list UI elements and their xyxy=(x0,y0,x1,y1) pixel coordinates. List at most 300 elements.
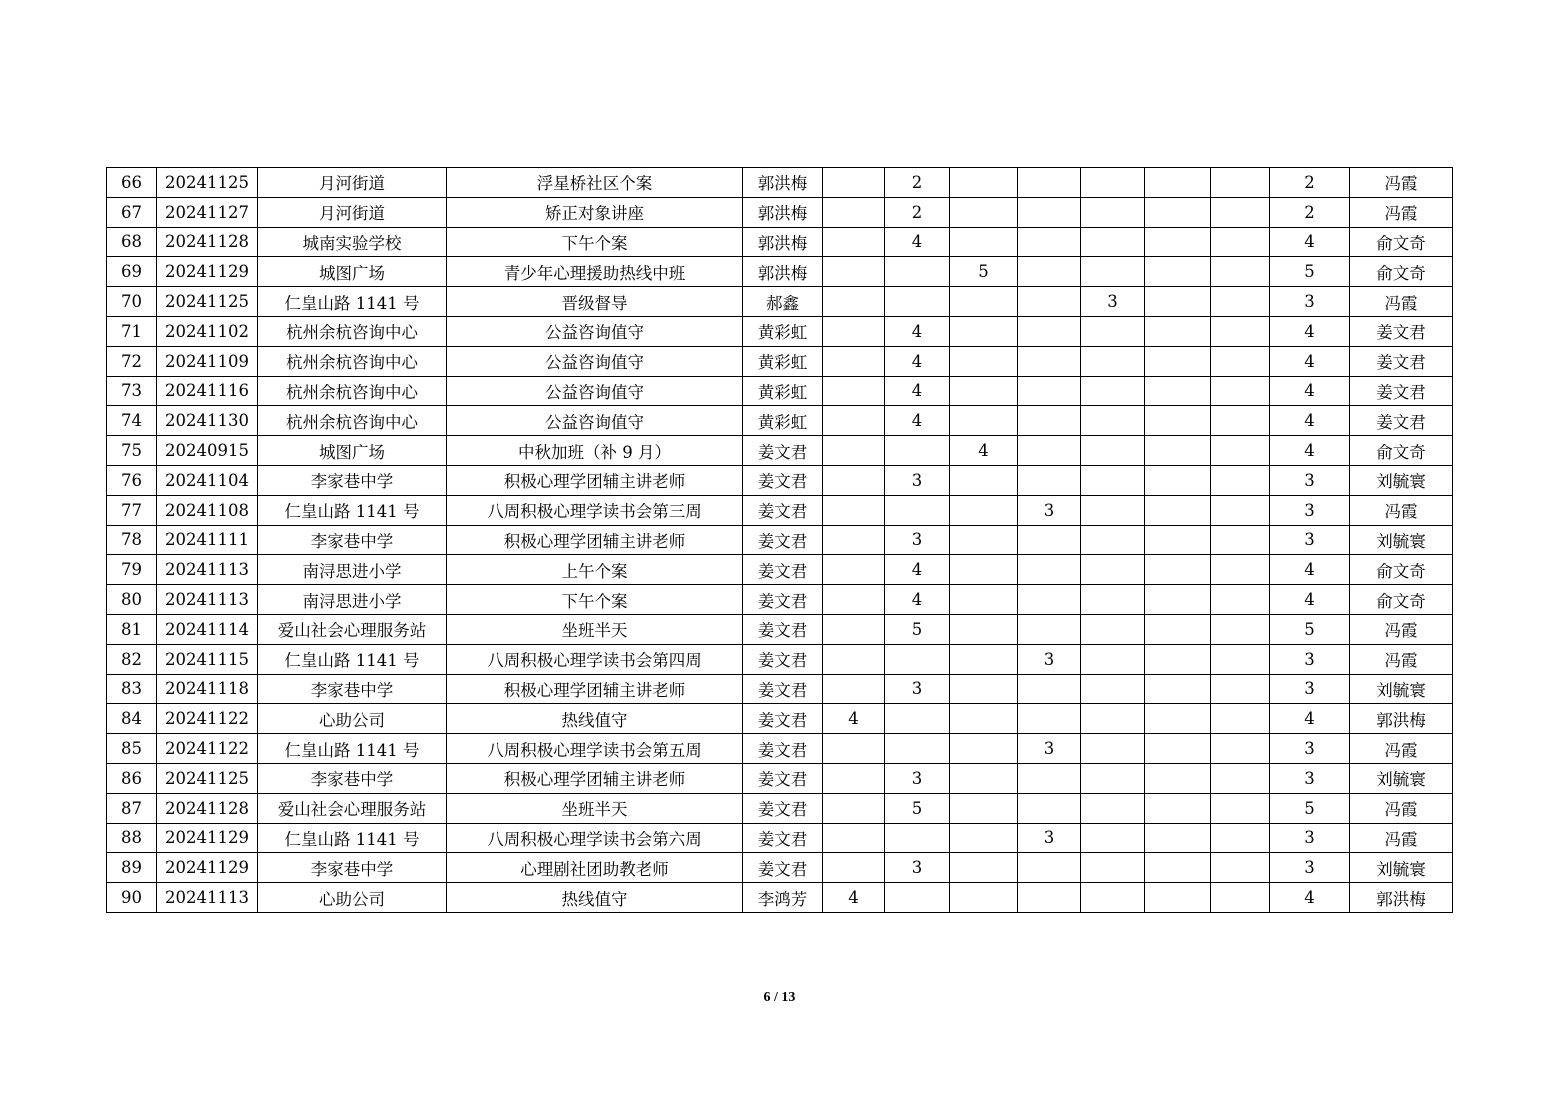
cell-person: 黄彩虹 xyxy=(743,316,823,346)
cell-row-number: 71 xyxy=(107,316,157,346)
cell-hours-col-4 xyxy=(1018,316,1081,346)
cell-verifier: 郭洪梅 xyxy=(1350,883,1453,913)
cell-hours-col-6 xyxy=(1145,644,1211,674)
cell-hours-col-7 xyxy=(1211,555,1270,585)
cell-hours-col-6 xyxy=(1145,465,1211,495)
cell-hours-col-6 xyxy=(1145,287,1211,317)
cell-verifier: 冯霞 xyxy=(1350,287,1453,317)
cell-hours-col-4 xyxy=(1018,525,1081,555)
cell-date: 20240915 xyxy=(157,436,258,466)
cell-person: 郝鑫 xyxy=(743,287,823,317)
cell-hours-col-4 xyxy=(1018,406,1081,436)
cell-hours-col-5 xyxy=(1081,197,1145,227)
cell-row-number: 88 xyxy=(107,823,157,853)
cell-hours-col-1 xyxy=(823,763,885,793)
cell-location: 爱山社会心理服务站 xyxy=(258,793,447,823)
cell-hours-col-4 xyxy=(1018,763,1081,793)
cell-hours-col-3 xyxy=(950,614,1018,644)
cell-location: 爱山社会心理服务站 xyxy=(258,614,447,644)
cell-hours-col-2: 3 xyxy=(885,763,950,793)
cell-verifier: 姜文君 xyxy=(1350,316,1453,346)
cell-hours-col-2 xyxy=(885,495,950,525)
table-row xyxy=(107,495,1453,525)
cell-hours-col-1 xyxy=(823,644,885,674)
cell-verifier: 冯霞 xyxy=(1350,168,1453,198)
cell-person: 姜文君 xyxy=(743,495,823,525)
cell-location: 月河街道 xyxy=(258,197,447,227)
table-row xyxy=(107,614,1453,644)
cell-hours-col-1 xyxy=(823,376,885,406)
cell-hours-col-4 xyxy=(1018,853,1081,883)
cell-hours-col-4 xyxy=(1018,287,1081,317)
cell-hours-col-3 xyxy=(950,644,1018,674)
cell-row-number: 78 xyxy=(107,525,157,555)
cell-hours-col-4 xyxy=(1018,465,1081,495)
cell-hours-col-1 xyxy=(823,853,885,883)
cell-hours-col-4 xyxy=(1018,346,1081,376)
cell-hours-col-5 xyxy=(1081,257,1145,287)
cell-location: 杭州余杭咨询中心 xyxy=(258,316,447,346)
cell-person: 黄彩虹 xyxy=(743,376,823,406)
cell-total-hours: 2 xyxy=(1270,197,1350,227)
table-row xyxy=(107,734,1453,764)
cell-row-number: 70 xyxy=(107,287,157,317)
cell-hours-col-7 xyxy=(1211,614,1270,644)
table-row xyxy=(107,525,1453,555)
cell-hours-col-5 xyxy=(1081,525,1145,555)
cell-hours-col-2: 5 xyxy=(885,614,950,644)
cell-date: 20241108 xyxy=(157,495,258,525)
cell-hours-col-4 xyxy=(1018,168,1081,198)
cell-hours-col-5 xyxy=(1081,704,1145,734)
cell-location: 杭州余杭咨询中心 xyxy=(258,376,447,406)
cell-hours-col-6 xyxy=(1145,316,1211,346)
cell-verifier: 郭洪梅 xyxy=(1350,704,1453,734)
cell-hours-col-3 xyxy=(950,197,1018,227)
cell-activity: 公益咨询值守 xyxy=(447,406,743,436)
cell-activity: 八周积极心理学读书会第六周 xyxy=(447,823,743,853)
cell-hours-col-7 xyxy=(1211,644,1270,674)
cell-hours-col-5 xyxy=(1081,168,1145,198)
cell-hours-col-7 xyxy=(1211,823,1270,853)
table-row xyxy=(107,883,1453,913)
cell-hours-col-6 xyxy=(1145,227,1211,257)
cell-total-hours: 3 xyxy=(1270,763,1350,793)
cell-date: 20241129 xyxy=(157,823,258,853)
cell-hours-col-3 xyxy=(950,734,1018,764)
cell-person: 姜文君 xyxy=(743,614,823,644)
cell-activity: 八周积极心理学读书会第四周 xyxy=(447,644,743,674)
cell-person: 黄彩虹 xyxy=(743,346,823,376)
cell-hours-col-1 xyxy=(823,436,885,466)
cell-hours-col-5: 3 xyxy=(1081,287,1145,317)
cell-hours-col-1 xyxy=(823,346,885,376)
cell-hours-col-2: 4 xyxy=(885,316,950,346)
cell-hours-col-6 xyxy=(1145,346,1211,376)
cell-activity: 八周积极心理学读书会第五周 xyxy=(447,734,743,764)
cell-hours-col-2: 4 xyxy=(885,376,950,406)
cell-date: 20241122 xyxy=(157,704,258,734)
cell-hours-col-3 xyxy=(950,674,1018,704)
cell-hours-col-5 xyxy=(1081,674,1145,704)
cell-person: 姜文君 xyxy=(743,555,823,585)
cell-row-number: 80 xyxy=(107,585,157,615)
cell-hours-col-1 xyxy=(823,227,885,257)
cell-person: 郭洪梅 xyxy=(743,227,823,257)
cell-verifier: 冯霞 xyxy=(1350,734,1453,764)
cell-person: 姜文君 xyxy=(743,853,823,883)
cell-total-hours: 5 xyxy=(1270,793,1350,823)
cell-activity: 公益咨询值守 xyxy=(447,346,743,376)
table-row xyxy=(107,168,1453,198)
cell-hours-col-3 xyxy=(950,346,1018,376)
cell-location: 李家巷中学 xyxy=(258,853,447,883)
cell-verifier: 俞文奇 xyxy=(1350,555,1453,585)
cell-row-number: 68 xyxy=(107,227,157,257)
table-row xyxy=(107,227,1453,257)
cell-hours-col-1 xyxy=(823,674,885,704)
table-row xyxy=(107,823,1453,853)
cell-total-hours: 3 xyxy=(1270,287,1350,317)
cell-hours-col-6 xyxy=(1145,168,1211,198)
cell-location: 心助公司 xyxy=(258,883,447,913)
cell-hours-col-1 xyxy=(823,734,885,764)
cell-hours-col-3 xyxy=(950,883,1018,913)
cell-activity: 积极心理学团辅主讲老师 xyxy=(447,763,743,793)
table-row xyxy=(107,763,1453,793)
cell-row-number: 86 xyxy=(107,763,157,793)
cell-date: 20241125 xyxy=(157,763,258,793)
cell-hours-col-6 xyxy=(1145,793,1211,823)
cell-activity: 公益咨询值守 xyxy=(447,376,743,406)
cell-verifier: 俞文奇 xyxy=(1350,436,1453,466)
cell-date: 20241114 xyxy=(157,614,258,644)
cell-hours-col-2 xyxy=(885,704,950,734)
cell-hours-col-3 xyxy=(950,853,1018,883)
cell-hours-col-6 xyxy=(1145,763,1211,793)
cell-hours-col-5 xyxy=(1081,585,1145,615)
cell-verifier: 姜文君 xyxy=(1350,406,1453,436)
cell-hours-col-3 xyxy=(950,704,1018,734)
table-row xyxy=(107,555,1453,585)
cell-total-hours: 3 xyxy=(1270,853,1350,883)
cell-date: 20241111 xyxy=(157,525,258,555)
cell-activity: 积极心理学团辅主讲老师 xyxy=(447,465,743,495)
cell-person: 郭洪梅 xyxy=(743,168,823,198)
cell-row-number: 76 xyxy=(107,465,157,495)
cell-hours-col-4 xyxy=(1018,704,1081,734)
cell-hours-col-2: 4 xyxy=(885,555,950,585)
cell-row-number: 89 xyxy=(107,853,157,883)
cell-location: 杭州余杭咨询中心 xyxy=(258,346,447,376)
cell-hours-col-4: 3 xyxy=(1018,495,1081,525)
cell-verifier: 刘毓寰 xyxy=(1350,674,1453,704)
cell-hours-col-3 xyxy=(950,525,1018,555)
cell-hours-col-3 xyxy=(950,465,1018,495)
cell-date: 20241116 xyxy=(157,376,258,406)
cell-hours-col-5 xyxy=(1081,465,1145,495)
cell-activity: 积极心理学团辅主讲老师 xyxy=(447,674,743,704)
cell-date: 20241104 xyxy=(157,465,258,495)
cell-date: 20241113 xyxy=(157,585,258,615)
cell-verifier: 刘毓寰 xyxy=(1350,763,1453,793)
cell-hours-col-6 xyxy=(1145,614,1211,644)
cell-row-number: 81 xyxy=(107,614,157,644)
cell-row-number: 72 xyxy=(107,346,157,376)
cell-hours-col-3 xyxy=(950,376,1018,406)
cell-date: 20241118 xyxy=(157,674,258,704)
cell-hours-col-3: 4 xyxy=(950,436,1018,466)
cell-hours-col-3 xyxy=(950,406,1018,436)
cell-location: 李家巷中学 xyxy=(258,674,447,704)
cell-hours-col-3 xyxy=(950,585,1018,615)
cell-hours-col-1: 4 xyxy=(823,883,885,913)
table-row xyxy=(107,257,1453,287)
cell-hours-col-5 xyxy=(1081,644,1145,674)
cell-person: 姜文君 xyxy=(743,525,823,555)
cell-activity: 矫正对象讲座 xyxy=(447,197,743,227)
cell-hours-col-2: 4 xyxy=(885,406,950,436)
cell-verifier: 冯霞 xyxy=(1350,823,1453,853)
cell-activity: 晋级督导 xyxy=(447,287,743,317)
cell-hours-col-4 xyxy=(1018,197,1081,227)
cell-hours-col-1 xyxy=(823,257,885,287)
cell-hours-col-7 xyxy=(1211,316,1270,346)
cell-person: 姜文君 xyxy=(743,793,823,823)
cell-hours-col-7 xyxy=(1211,793,1270,823)
cell-hours-col-2: 3 xyxy=(885,525,950,555)
cell-hours-col-7 xyxy=(1211,168,1270,198)
cell-location: 月河街道 xyxy=(258,168,447,198)
cell-hours-col-6 xyxy=(1145,674,1211,704)
cell-hours-col-7 xyxy=(1211,883,1270,913)
cell-hours-col-7 xyxy=(1211,853,1270,883)
cell-total-hours: 4 xyxy=(1270,436,1350,466)
cell-location: 仁皇山路 1141 号 xyxy=(258,734,447,764)
cell-hours-col-3 xyxy=(950,793,1018,823)
cell-hours-col-4 xyxy=(1018,674,1081,704)
table-row xyxy=(107,406,1453,436)
table-row xyxy=(107,436,1453,466)
cell-hours-col-4 xyxy=(1018,585,1081,615)
cell-hours-col-5 xyxy=(1081,555,1145,585)
cell-hours-col-4 xyxy=(1018,614,1081,644)
cell-hours-col-2: 4 xyxy=(885,585,950,615)
cell-date: 20241113 xyxy=(157,555,258,585)
cell-date: 20241113 xyxy=(157,883,258,913)
cell-hours-col-3 xyxy=(950,168,1018,198)
cell-activity: 青少年心理援助热线中班 xyxy=(447,257,743,287)
cell-total-hours: 4 xyxy=(1270,883,1350,913)
cell-hours-col-5 xyxy=(1081,883,1145,913)
cell-hours-col-7 xyxy=(1211,585,1270,615)
cell-hours-col-6 xyxy=(1145,525,1211,555)
cell-hours-col-2: 4 xyxy=(885,227,950,257)
cell-verifier: 冯霞 xyxy=(1350,644,1453,674)
cell-hours-col-6 xyxy=(1145,704,1211,734)
cell-hours-col-2: 3 xyxy=(885,465,950,495)
cell-person: 李鸿芳 xyxy=(743,883,823,913)
cell-hours-col-7 xyxy=(1211,465,1270,495)
cell-hours-col-5 xyxy=(1081,614,1145,644)
cell-location: 李家巷中学 xyxy=(258,465,447,495)
cell-hours-col-5 xyxy=(1081,495,1145,525)
cell-total-hours: 5 xyxy=(1270,614,1350,644)
cell-hours-col-3 xyxy=(950,763,1018,793)
cell-hours-col-4 xyxy=(1018,376,1081,406)
table-row xyxy=(107,316,1453,346)
cell-row-number: 69 xyxy=(107,257,157,287)
cell-hours-col-2: 4 xyxy=(885,346,950,376)
cell-total-hours: 3 xyxy=(1270,495,1350,525)
cell-person: 姜文君 xyxy=(743,704,823,734)
cell-hours-col-1 xyxy=(823,525,885,555)
cell-hours-col-2: 2 xyxy=(885,168,950,198)
cell-date: 20241130 xyxy=(157,406,258,436)
cell-hours-col-7 xyxy=(1211,674,1270,704)
cell-hours-col-6 xyxy=(1145,734,1211,764)
cell-total-hours: 3 xyxy=(1270,465,1350,495)
cell-hours-col-1 xyxy=(823,168,885,198)
cell-hours-col-4: 3 xyxy=(1018,644,1081,674)
cell-activity: 浮星桥社区个案 xyxy=(447,168,743,198)
table-row xyxy=(107,853,1453,883)
cell-hours-col-3 xyxy=(950,555,1018,585)
cell-hours-col-4 xyxy=(1018,436,1081,466)
cell-row-number: 79 xyxy=(107,555,157,585)
cell-total-hours: 4 xyxy=(1270,227,1350,257)
cell-date: 20241102 xyxy=(157,316,258,346)
cell-date: 20241128 xyxy=(157,793,258,823)
cell-date: 20241129 xyxy=(157,853,258,883)
cell-location: 南浔思进小学 xyxy=(258,585,447,615)
cell-location: 城图广场 xyxy=(258,257,447,287)
cell-date: 20241115 xyxy=(157,644,258,674)
table-row xyxy=(107,287,1453,317)
cell-person: 姜文君 xyxy=(743,585,823,615)
cell-row-number: 87 xyxy=(107,793,157,823)
cell-total-hours: 4 xyxy=(1270,704,1350,734)
cell-hours-col-3 xyxy=(950,823,1018,853)
cell-hours-col-2 xyxy=(885,287,950,317)
cell-hours-col-1 xyxy=(823,614,885,644)
cell-row-number: 84 xyxy=(107,704,157,734)
cell-person: 姜文君 xyxy=(743,674,823,704)
cell-hours-col-3 xyxy=(950,287,1018,317)
table-row xyxy=(107,585,1453,615)
page-number: 6 / 13 xyxy=(763,990,796,1005)
cell-row-number: 73 xyxy=(107,376,157,406)
cell-hours-col-7 xyxy=(1211,376,1270,406)
cell-hours-col-2 xyxy=(885,257,950,287)
cell-verifier: 姜文君 xyxy=(1350,346,1453,376)
cell-hours-col-6 xyxy=(1145,197,1211,227)
table-row xyxy=(107,674,1453,704)
cell-hours-col-2: 3 xyxy=(885,674,950,704)
cell-row-number: 83 xyxy=(107,674,157,704)
cell-total-hours: 4 xyxy=(1270,376,1350,406)
cell-person: 姜文君 xyxy=(743,734,823,764)
cell-hours-col-6 xyxy=(1145,823,1211,853)
cell-hours-col-2 xyxy=(885,883,950,913)
cell-verifier: 冯霞 xyxy=(1350,495,1453,525)
cell-hours-col-7 xyxy=(1211,495,1270,525)
cell-location: 杭州余杭咨询中心 xyxy=(258,406,447,436)
cell-row-number: 74 xyxy=(107,406,157,436)
cell-location: 仁皇山路 1141 号 xyxy=(258,495,447,525)
cell-hours-col-3 xyxy=(950,495,1018,525)
cell-activity: 下午个案 xyxy=(447,227,743,257)
cell-person: 姜文君 xyxy=(743,644,823,674)
table-row xyxy=(107,644,1453,674)
cell-verifier: 刘毓寰 xyxy=(1350,853,1453,883)
cell-hours-col-6 xyxy=(1145,406,1211,436)
cell-activity: 坐班半天 xyxy=(447,793,743,823)
table-row xyxy=(107,465,1453,495)
cell-hours-col-4 xyxy=(1018,555,1081,585)
cell-hours-col-5 xyxy=(1081,227,1145,257)
cell-hours-col-7 xyxy=(1211,227,1270,257)
cell-hours-col-7 xyxy=(1211,525,1270,555)
cell-date: 20241127 xyxy=(157,197,258,227)
cell-hours-col-7 xyxy=(1211,734,1270,764)
cell-person: 姜文君 xyxy=(743,763,823,793)
cell-row-number: 66 xyxy=(107,168,157,198)
cell-location: 心助公司 xyxy=(258,704,447,734)
cell-hours-col-6 xyxy=(1145,495,1211,525)
table-row xyxy=(107,704,1453,734)
cell-hours-col-7 xyxy=(1211,763,1270,793)
cell-hours-col-2 xyxy=(885,644,950,674)
cell-hours-col-2: 2 xyxy=(885,197,950,227)
table-row xyxy=(107,197,1453,227)
cell-hours-col-7 xyxy=(1211,257,1270,287)
cell-activity: 公益咨询值守 xyxy=(447,316,743,346)
cell-hours-col-3: 5 xyxy=(950,257,1018,287)
cell-verifier: 俞文奇 xyxy=(1350,227,1453,257)
cell-hours-col-2 xyxy=(885,436,950,466)
cell-activity: 下午个案 xyxy=(447,585,743,615)
cell-verifier: 冯霞 xyxy=(1350,197,1453,227)
cell-hours-col-1 xyxy=(823,465,885,495)
cell-hours-col-1: 4 xyxy=(823,704,885,734)
cell-hours-col-1 xyxy=(823,585,885,615)
cell-verifier: 冯霞 xyxy=(1350,614,1453,644)
cell-hours-col-1 xyxy=(823,555,885,585)
cell-hours-col-5 xyxy=(1081,346,1145,376)
cell-activity: 热线值守 xyxy=(447,883,743,913)
cell-date: 20241125 xyxy=(157,287,258,317)
cell-location: 李家巷中学 xyxy=(258,525,447,555)
cell-hours-col-6 xyxy=(1145,883,1211,913)
cell-hours-col-5 xyxy=(1081,376,1145,406)
cell-hours-col-1 xyxy=(823,793,885,823)
cell-hours-col-7 xyxy=(1211,287,1270,317)
cell-hours-col-1 xyxy=(823,823,885,853)
cell-hours-col-7 xyxy=(1211,436,1270,466)
cell-activity: 心理剧社团助教老师 xyxy=(447,853,743,883)
cell-hours-col-5 xyxy=(1081,316,1145,346)
cell-location: 城图广场 xyxy=(258,436,447,466)
cell-hours-col-5 xyxy=(1081,793,1145,823)
cell-person: 姜文君 xyxy=(743,823,823,853)
cell-row-number: 82 xyxy=(107,644,157,674)
cell-activity: 积极心理学团辅主讲老师 xyxy=(447,525,743,555)
cell-hours-col-7 xyxy=(1211,346,1270,376)
cell-row-number: 67 xyxy=(107,197,157,227)
cell-hours-col-7 xyxy=(1211,406,1270,436)
cell-activity: 热线值守 xyxy=(447,704,743,734)
